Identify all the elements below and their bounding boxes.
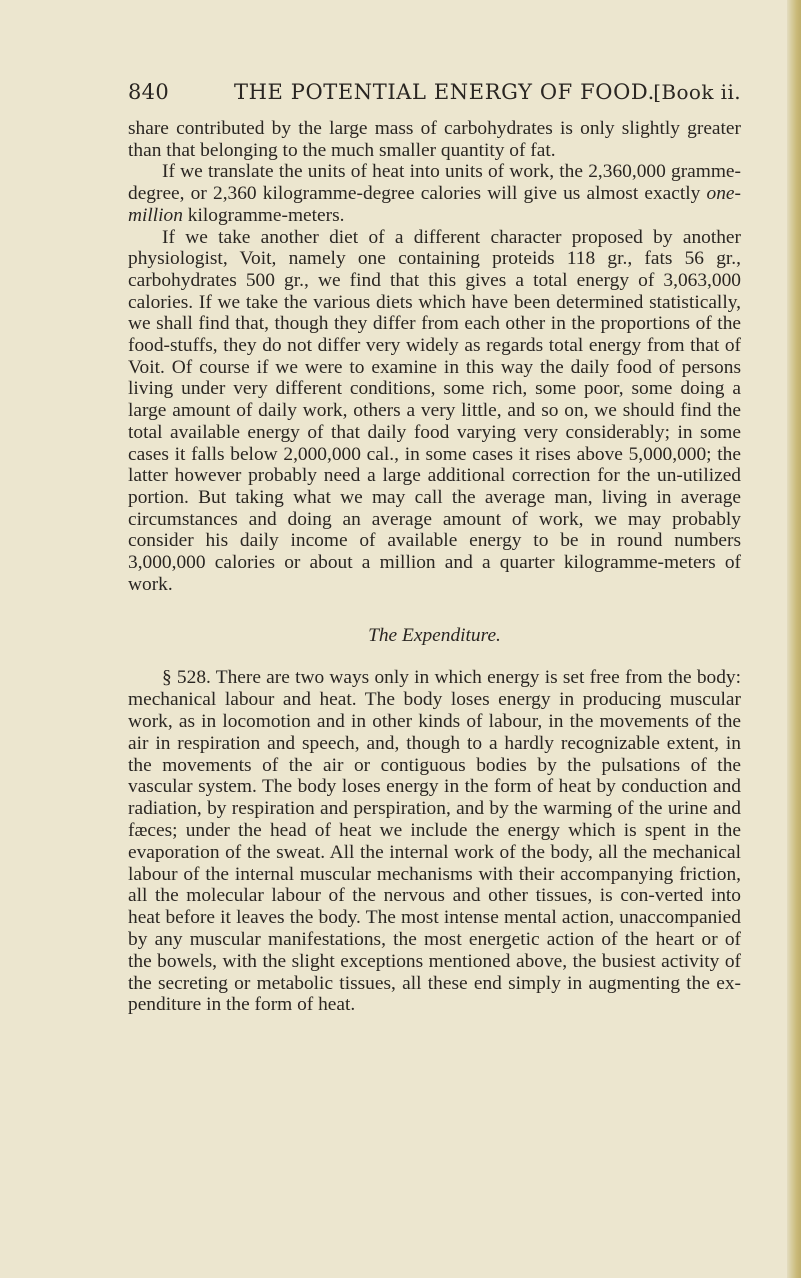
page-number: 840 [128, 80, 169, 104]
running-title: THE POTENTIAL ENERGY OF FOOD. [234, 80, 655, 104]
paragraph-voit-diet: If we take another diet of a different character proposed by another physiologist, Voit, namely one containing proteids 118 gr., fats 56 gr., carbohydrates 500 gr., we find that this gives a total energy of 3,063,000 calories. If we take the various diets which have been determined statistically, we shall find that, though they differ from each other in the proportions of the food-stuffs, they do not differ very widely as regards total energy from that of Voit. Of course if we were to examine in this way the daily food of persons living under very different conditions, some rich, some poor, some doing a large amount of daily work, others a very little, and so on, we should find the total available energy of that daily food varying very considerably; in some cases it falls below 2,000,000 cal., in some cases it rises above 5,000,000; the latter however probably need a large additional correction for the un-utilized portion. But taking what we may call the average man, living in average circumstances and doing an average amount of work, we may probably consider his daily income of available energy to be in round numbers 3,000,000 calories or about a million and a quarter kilogramme-meters of work. [128, 226, 741, 595]
book-page [128, 76, 741, 1016]
page-edge [787, 0, 801, 1278]
emphasis-one-million: one-million [128, 183, 741, 226]
paragraph-work-units-after: kilogramme-meters. [182, 204, 345, 226]
book-label: [Book ii. [653, 80, 741, 104]
section-heading: The Expenditure. [368, 625, 501, 647]
paragraph-continuation: share contributed by the large mass of carbohydrates is only slightly greater than that belonging to the much smaller quantity of fat. [128, 118, 741, 161]
paragraph-work-units [128, 161, 741, 226]
paragraph-section-528: § 528. There are two ways only in which energy is set free from the body: mechanical labour and heat. The body loses energy in producing muscular work, as in locomotion and in other kinds of labour, in the movements of the air in respiration and speech, and, though to a hardly recognizable extent, in the movements of the air or contiguous bodies by the pulsations of the vascular system. The body loses energy in the form of heat by conduction and radiation, by respiration and perspiration, and by the warming of the urine and fæces; under the head of heat we include the energy which is spent in the evaporation of the sweat. All the internal work of the body, all the mechanical labour of the internal muscular mechanisms with their accompanying friction, all the molecular labour of the nervous and other tissues, is con-verted into heat before it leaves the body. The most intense mental action, unaccompanied by any muscular manifestations, the most energetic action of the heart or of the bowels, with the slight exceptions mentioned above, the busiest activity of the secreting or metabolic tissues, all these end simply in augmenting the ex-penditure in the form of heat. [128, 667, 741, 1016]
paragraph-work-units-before: If we translate the units of heat into units of work, the 2,360,000 gramme-degree, or 2,360 kilogramme-degree calories will give us almost exactly [128, 161, 741, 205]
body-text [128, 118, 741, 595]
section-body [128, 667, 741, 1016]
running-head [128, 76, 741, 110]
